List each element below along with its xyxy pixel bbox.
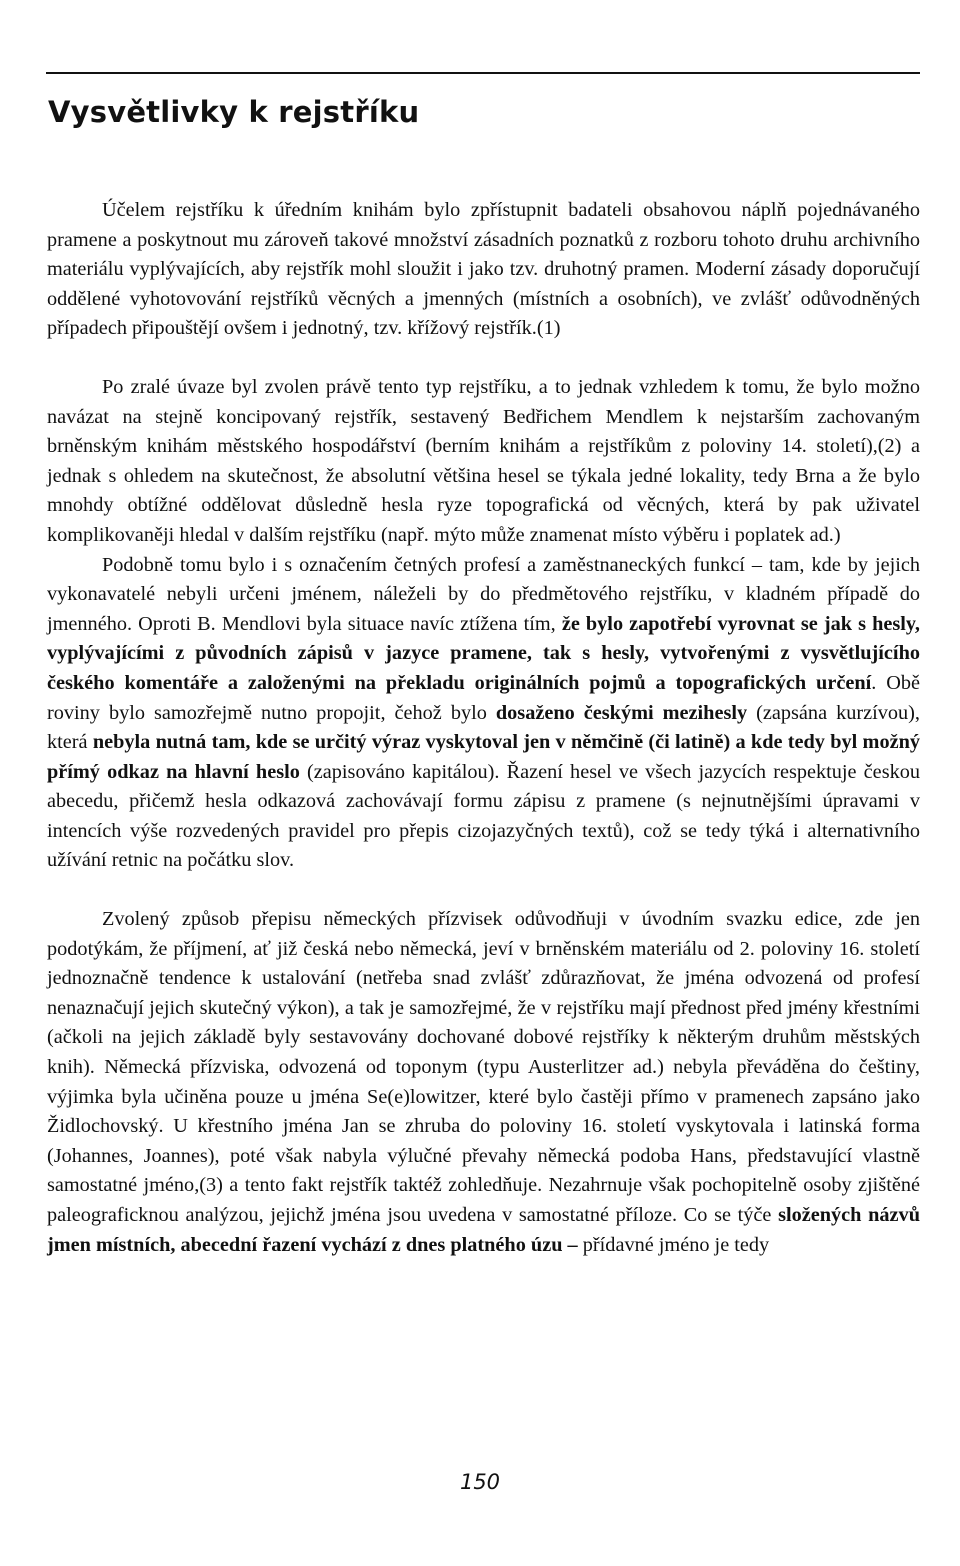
- paragraph-text: . Obě roviny bylo samozřejmě nutno propojit, čehož bylo: [47, 671, 920, 724]
- paragraph-text: Účelem rejstříku k úředním knihám bylo zpřístupnit badateli obsahovou náplň pojednávaného pramene a poskytnout mu zároveň takové množství zásadních poznatků z rozboru tohoto druhu archivního materiálu vyplývajících, aby rejstřík mohl sloužit i jako tzv. druhotný pramen. Moderní zásady doporučují oddělené vyhotovování rejstříků věcných a jmenných (místních a osobních), ve zvlášť odůvodněných případech připouštějí ovšem i jednotný, tzv. křížový rejstřík.(1): [47, 199, 920, 340]
- page-title: Vysvětlivky k rejstříku: [48, 95, 420, 129]
- paragraph-text: (zapisováno kapitálou). Řazení hesel ve všech jazycích respektuje českou abecedu, přičemž hesla odkazová zachovávají formu zápisu z pramene (s nejnutnějšími úpravami v intencích výše rozvedených pravidel pro přepis cizojazyčných textů), což se tedy týká i alternativního užívání retnic na počátku slov.: [47, 760, 921, 872]
- emphasis-text: dosaženo českými mezihesly: [495, 701, 748, 724]
- article-body: [47, 196, 920, 1260]
- paragraph-2: [47, 373, 920, 551]
- paragraph-text: (zapsána kurzívou), která: [47, 701, 920, 754]
- paragraph-4: [47, 905, 920, 1260]
- emphasis-text: nebyla nutná tam, kde se určitý výraz vyskytoval jen v němčině (či latině) a kde tedy byl možný přímý odkaz na hlavní heslo: [47, 731, 921, 783]
- paragraph-text: Podobně tomu bylo i s označením četných profesí a zaměstnaneckých funkcí – tam, kde by jejich vykonavatelé nebyli určeni jménem, náleželi by do předmětového rejstříku, v kladném případě do jmenného. Oproti B. Mendlovi byla situace navíc ztížena tím,: [47, 553, 920, 635]
- emphasis-text: složených názvů jmen místních, abecední řazení vychází z dnes platného úzu –: [47, 1204, 920, 1256]
- top-rule: [46, 72, 920, 74]
- paragraph-text: Po zralé úvaze byl zvolen právě tento typ rejstříku, a to jednak vzhledem k tomu, že bylo možno navázat na stejně koncipovaný rejstřík, sestavený Bedřichem Mendlem k nejstarším zachovaným brněnským knihám městského hospodářství (berním knihám a rejstříkům z poloviny 14. století),(2) a jednak s ohledem na skutečnost, že absolutní většina hesel se týkala jedné lokality, tedy Brna a že bylo mnohdy obtížné oddělovat důsledně hesla ryze topografická od věcných, která by pak uživatel komplikovaněji hledal v dalším rejstříku (např. mýto může znamenat místo výběru i poplatek ad.): [47, 375, 920, 546]
- page-number: 150: [459, 1470, 501, 1494]
- paragraph-1: [47, 196, 920, 344]
- paragraph-text: Zvolený způsob přepisu německých přízvisek odůvodňuji v úvodním svazku edice, zde jen podotýkám, že příjmení, ať již česká nebo německá, jeví v brněnském materiálu od 2. poloviny 16. století jednoznačně tendence k ustalování (netřeba snad zvlášť zdůrazňovat, že jména odvozená od profesí nenaznačují jejich skutečný výkon), a tak je samozřejmé, že v rejstříku mají přednost před jmény křestními (ačkoli na jejich základě byly sestavovány dochované dobové rejstříky k některým druhům městských knih). Německá přízviska, odvozená od toponym (typu Austerlitzer ad.) nebyla převáděna do češtiny, výjimka byla učiněna pouze u jména Se(e)lowitzer, které bylo častěji přímo v pramenech zapsáno jako Židlochovský. U křestního jména Jan se zhruba do poloviny 16. století vyskytovala i latinská forma (Johannes, Joannes), poté však nabyla výlučné převahy německá podoba Hans, představující vlastně samostatné jméno,(3) a tento fakt rejstřík taktéž zohledňuje. Nezahrnuje však pochopitelně osoby zjištěné paleograficknou analýzou, jejichž jména jsou uvedena v samostatné příloze. Co se týče: [47, 908, 920, 1226]
- emphasis-text: že bylo zapotřebí vyrovnat se jak s hesly, vyplývajícími z původních zápisů v jazyce pramene, tak s hesly, vytvořenými z vysvětlujícího českého komentáře a založenými na překladu originálních pojmů a topografických určení: [47, 612, 920, 694]
- paragraph-3: [47, 551, 920, 877]
- paragraph-text: přídavné jméno je tedy: [577, 1233, 770, 1256]
